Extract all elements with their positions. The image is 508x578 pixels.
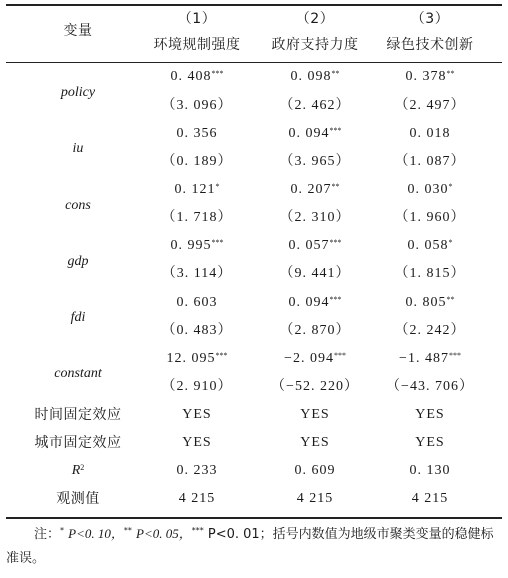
- t-stat: （3. 096）: [161, 98, 233, 113]
- t-stat: （1. 960）: [394, 210, 466, 225]
- t-stat: （2. 910）: [161, 379, 233, 394]
- fe-value: YES: [415, 435, 445, 450]
- row-label-fdi: fdi: [70, 310, 86, 325]
- coef: 0. 995***: [170, 238, 224, 253]
- coef: 0. 098**: [290, 69, 340, 84]
- t-stat: （1. 815）: [394, 266, 466, 281]
- t-stat: （−43. 706）: [386, 379, 474, 394]
- row-label-gdp: gdp: [67, 254, 89, 269]
- row-label-time-fe: 时间固定效应: [34, 407, 122, 423]
- t-stat: （1. 718）: [161, 210, 233, 225]
- r-squared-value: 0. 130: [409, 463, 451, 478]
- coef: 0. 030*: [407, 182, 453, 197]
- row-label-observations: 观测值: [56, 491, 100, 507]
- header-col1-name: 环境规制强度: [153, 37, 241, 53]
- t-stat: （3. 114）: [161, 266, 233, 281]
- t-stat: （0. 189）: [161, 154, 233, 169]
- row-label-cons: cons: [65, 198, 91, 213]
- header-rule: [6, 62, 502, 63]
- t-stat: （2. 462）: [279, 98, 351, 113]
- coef: 0. 207**: [290, 182, 340, 197]
- table-note: 注：* P<0. 10，** P<0. 05，*** P<0. 01；括号内数值为地级市聚类变量的稳健标准误。: [6, 526, 494, 566]
- header-col2-name: 政府支持力度: [271, 37, 359, 53]
- fe-value: YES: [415, 407, 445, 422]
- top-rule: [6, 4, 502, 6]
- coef: 12. 095***: [166, 351, 228, 366]
- t-stat: （9. 441）: [279, 266, 351, 281]
- coef: 0. 057***: [288, 238, 342, 253]
- r-squared-value: 0. 609: [294, 463, 336, 478]
- coef: 0. 094***: [288, 295, 342, 310]
- observations-value: 4 215: [178, 491, 216, 506]
- row-label-city-fe: 城市固定效应: [34, 435, 122, 451]
- row-label-constant: constant: [54, 366, 102, 381]
- t-stat: （−52. 220）: [271, 379, 359, 394]
- header-col2-number: （2）: [295, 11, 335, 27]
- coef: 0. 356: [176, 126, 218, 141]
- row-label-iu: iu: [72, 141, 84, 156]
- header-col1-number: （1）: [177, 11, 217, 27]
- coef: 0. 805**: [405, 295, 455, 310]
- t-stat: （2. 242）: [394, 323, 466, 338]
- header-col3-name: 绿色技术创新: [386, 37, 474, 53]
- coef: 0. 603: [176, 295, 218, 310]
- header-col3-number: （3）: [410, 11, 450, 27]
- coef: 0. 058*: [407, 238, 453, 253]
- observations-value: 4 215: [411, 491, 449, 506]
- coef: 0. 408***: [170, 69, 224, 84]
- bottom-rule: [6, 517, 502, 519]
- t-stat: （0. 483）: [161, 323, 233, 338]
- coef: 0. 378**: [405, 69, 455, 84]
- r-squared-value: 0. 233: [176, 463, 218, 478]
- row-label-policy: policy: [60, 85, 96, 100]
- coef: 0. 018: [409, 126, 451, 141]
- t-stat: （3. 965）: [279, 154, 351, 169]
- coef: 0. 121*: [174, 182, 220, 197]
- coef: −1. 487***: [399, 351, 461, 366]
- fe-value: YES: [300, 435, 330, 450]
- coef: 0. 094***: [288, 126, 342, 141]
- fe-value: YES: [182, 407, 212, 422]
- observations-value: 4 215: [296, 491, 334, 506]
- fe-value: YES: [182, 435, 212, 450]
- t-stat: （2. 870）: [279, 323, 351, 338]
- t-stat: （2. 497）: [394, 98, 466, 113]
- fe-value: YES: [300, 407, 330, 422]
- coef: −2. 094***: [284, 351, 346, 366]
- header-variable-label: 变量: [63, 23, 93, 39]
- t-stat: （1. 087）: [394, 154, 466, 169]
- row-label-r-squared: $R^2$: [71, 463, 85, 478]
- t-stat: （2. 310）: [279, 210, 351, 225]
